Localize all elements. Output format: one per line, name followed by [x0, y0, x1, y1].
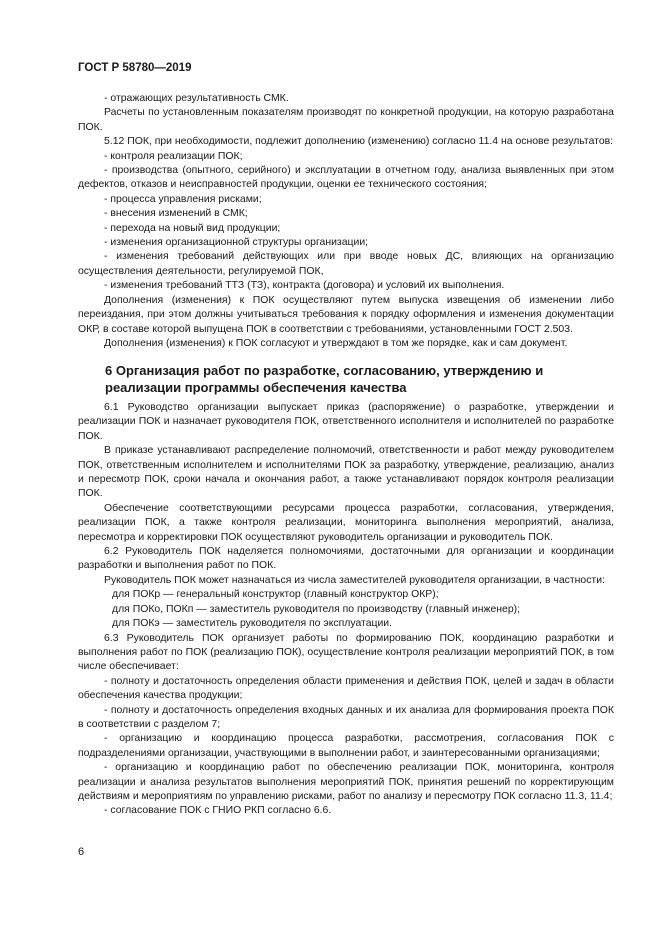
paragraph: 6.3 Руководитель ПОК организует работы по формированию ПОК, координацию разработки и выполнения работ по ПОК (реализацию ПОК), осуществление контроля реализации мероприятий ПОК, в том числе обеспечивает: [78, 632, 614, 673]
paragraph: В приказе устанавливают распределение полномочий, ответственности и работ между руководителем ПОК, ответственным исполнителем и исполнителями ПОК за разработку, утверждение, реализацию, анализ и пересмотр ПОК, сроки начала и окончания работ, а также устанавливают порядок контроля реализации ПОК. [78, 445, 614, 500]
document-header: ГОСТ Р 58780—2019 [78, 62, 192, 74]
paragraph: Дополнения (изменения) к ПОК согласуют и утверждают в том же порядке, как и сам документ. [104, 337, 568, 349]
paragraph: - контроля реализации ПОК; [104, 150, 243, 162]
paragraph: - согласование ПОК с ГНИО РКП согласно 6.6. [104, 805, 332, 817]
paragraph: - изменения организационной структуры организации; [104, 237, 369, 249]
paragraph: - организацию и координацию работ по обеспечению реализации ПОК, мониторинга, контроля реализации и анализа результатов выполнения мероприятий ПОК, принятия решений по корректирующим действиям и мероприятиям по управлению рисками, работ по анализу и пересмотру ПОК согласно 11.3, 11.4; [78, 762, 614, 802]
paragraph: - перехода на новый вид продукции; [104, 222, 281, 234]
paragraph: - изменения требований ТТЗ (ТЗ), контракта (договора) и условий их выполнения. [104, 280, 505, 292]
section-6-body [78, 401, 614, 819]
list-item: для ПОКо, ПОКп — заместитель руководителя по производству (главный инженер); [112, 603, 521, 615]
paragraph: Обеспечение соответствующими ресурсами процесса разработки, согласования, утверждения, реализации ПОК, а также контроля реализации, мониторинга выполнения мероприятий, анализа, пересмотра и корректировки ПОК осуществляют руководитель организации и руководитель ПОК. [78, 502, 614, 543]
paragraph: Расчеты по установленным показателям производят по конкретной продукции, на которую разработана ПОК. [78, 107, 614, 133]
page-number: 6 [78, 846, 85, 858]
paragraph: - полноту и достаточность определения входных данных и их анализа для формирования проекта ПОК в соответствии с разделом 7; [78, 704, 614, 730]
paragraph: 6.1 Руководство организации выпускает приказ (распоряжение) о разработке, утверждении и реализации ПОК и назначает руководителя ПОК, ответственного исполнителя и исполнителей по разработке ПОК. [78, 402, 614, 442]
paragraph: - отражающих результативность СМК. [104, 93, 289, 104]
paragraph: - полноту и достаточность определения области применения и действия ПОК, целей и задач в области обеспечения качества продукции; [78, 675, 614, 702]
paragraph: 5.12 ПОК, при необходимости, подлежит дополнению (изменению) согласно 11.4 на основе результатов: [104, 136, 614, 148]
paragraph: - внесения изменений в СМК; [104, 208, 248, 220]
paragraph: - организацию и координацию процесса разработки, рассмотрения, согласования ПОК с подразделениями организации, участвующими в выполнении работ, и заинтересованными организациями; [78, 733, 614, 759]
section-5-continuation [78, 92, 614, 351]
paragraph: Руководитель ПОК может назначаться из числа заместителей руководителя организации, в частности: [104, 574, 605, 586]
section-6-heading: 6 Организация работ по разработке, согласованию, утверждению и реализации программы обеспечения качества [105, 363, 544, 395]
paragraph: - процесса управления рисками; [104, 193, 262, 205]
paragraph: - производства (опытного, серийного) и эксплуатации в отчетном году, анализа выявленных при этом дефектов, отказов и неисправностей продукции, оценки ее технического состояния; [78, 165, 614, 191]
paragraph: 6.2 Руководитель ПОК наделяется полномочиями, достаточными для организации и координации разработки и выполнения работ по ПОК. [78, 546, 614, 572]
paragraph: - изменения требований действующих или при вводе новых ДС, влияющих на организацию осуществления деятельности, регулируемой ПОК, [78, 251, 614, 277]
paragraph: Дополнения (изменения) к ПОК осуществляют путем выпуска извещения об изменении либо переиздания, при этом должны учитываться требования к порядку оформления и изменения документации ОКР, в составе которой выпущена ПОК в соответствии с требованиями, установленными ГОСТ 2.503. [78, 294, 614, 335]
list-item: для ПОКр — генеральный конструктор (главный конструктор ОКР); [112, 589, 439, 601]
list-item: для ПОКэ — заместитель руководителя по эксплуатации. [112, 618, 393, 630]
